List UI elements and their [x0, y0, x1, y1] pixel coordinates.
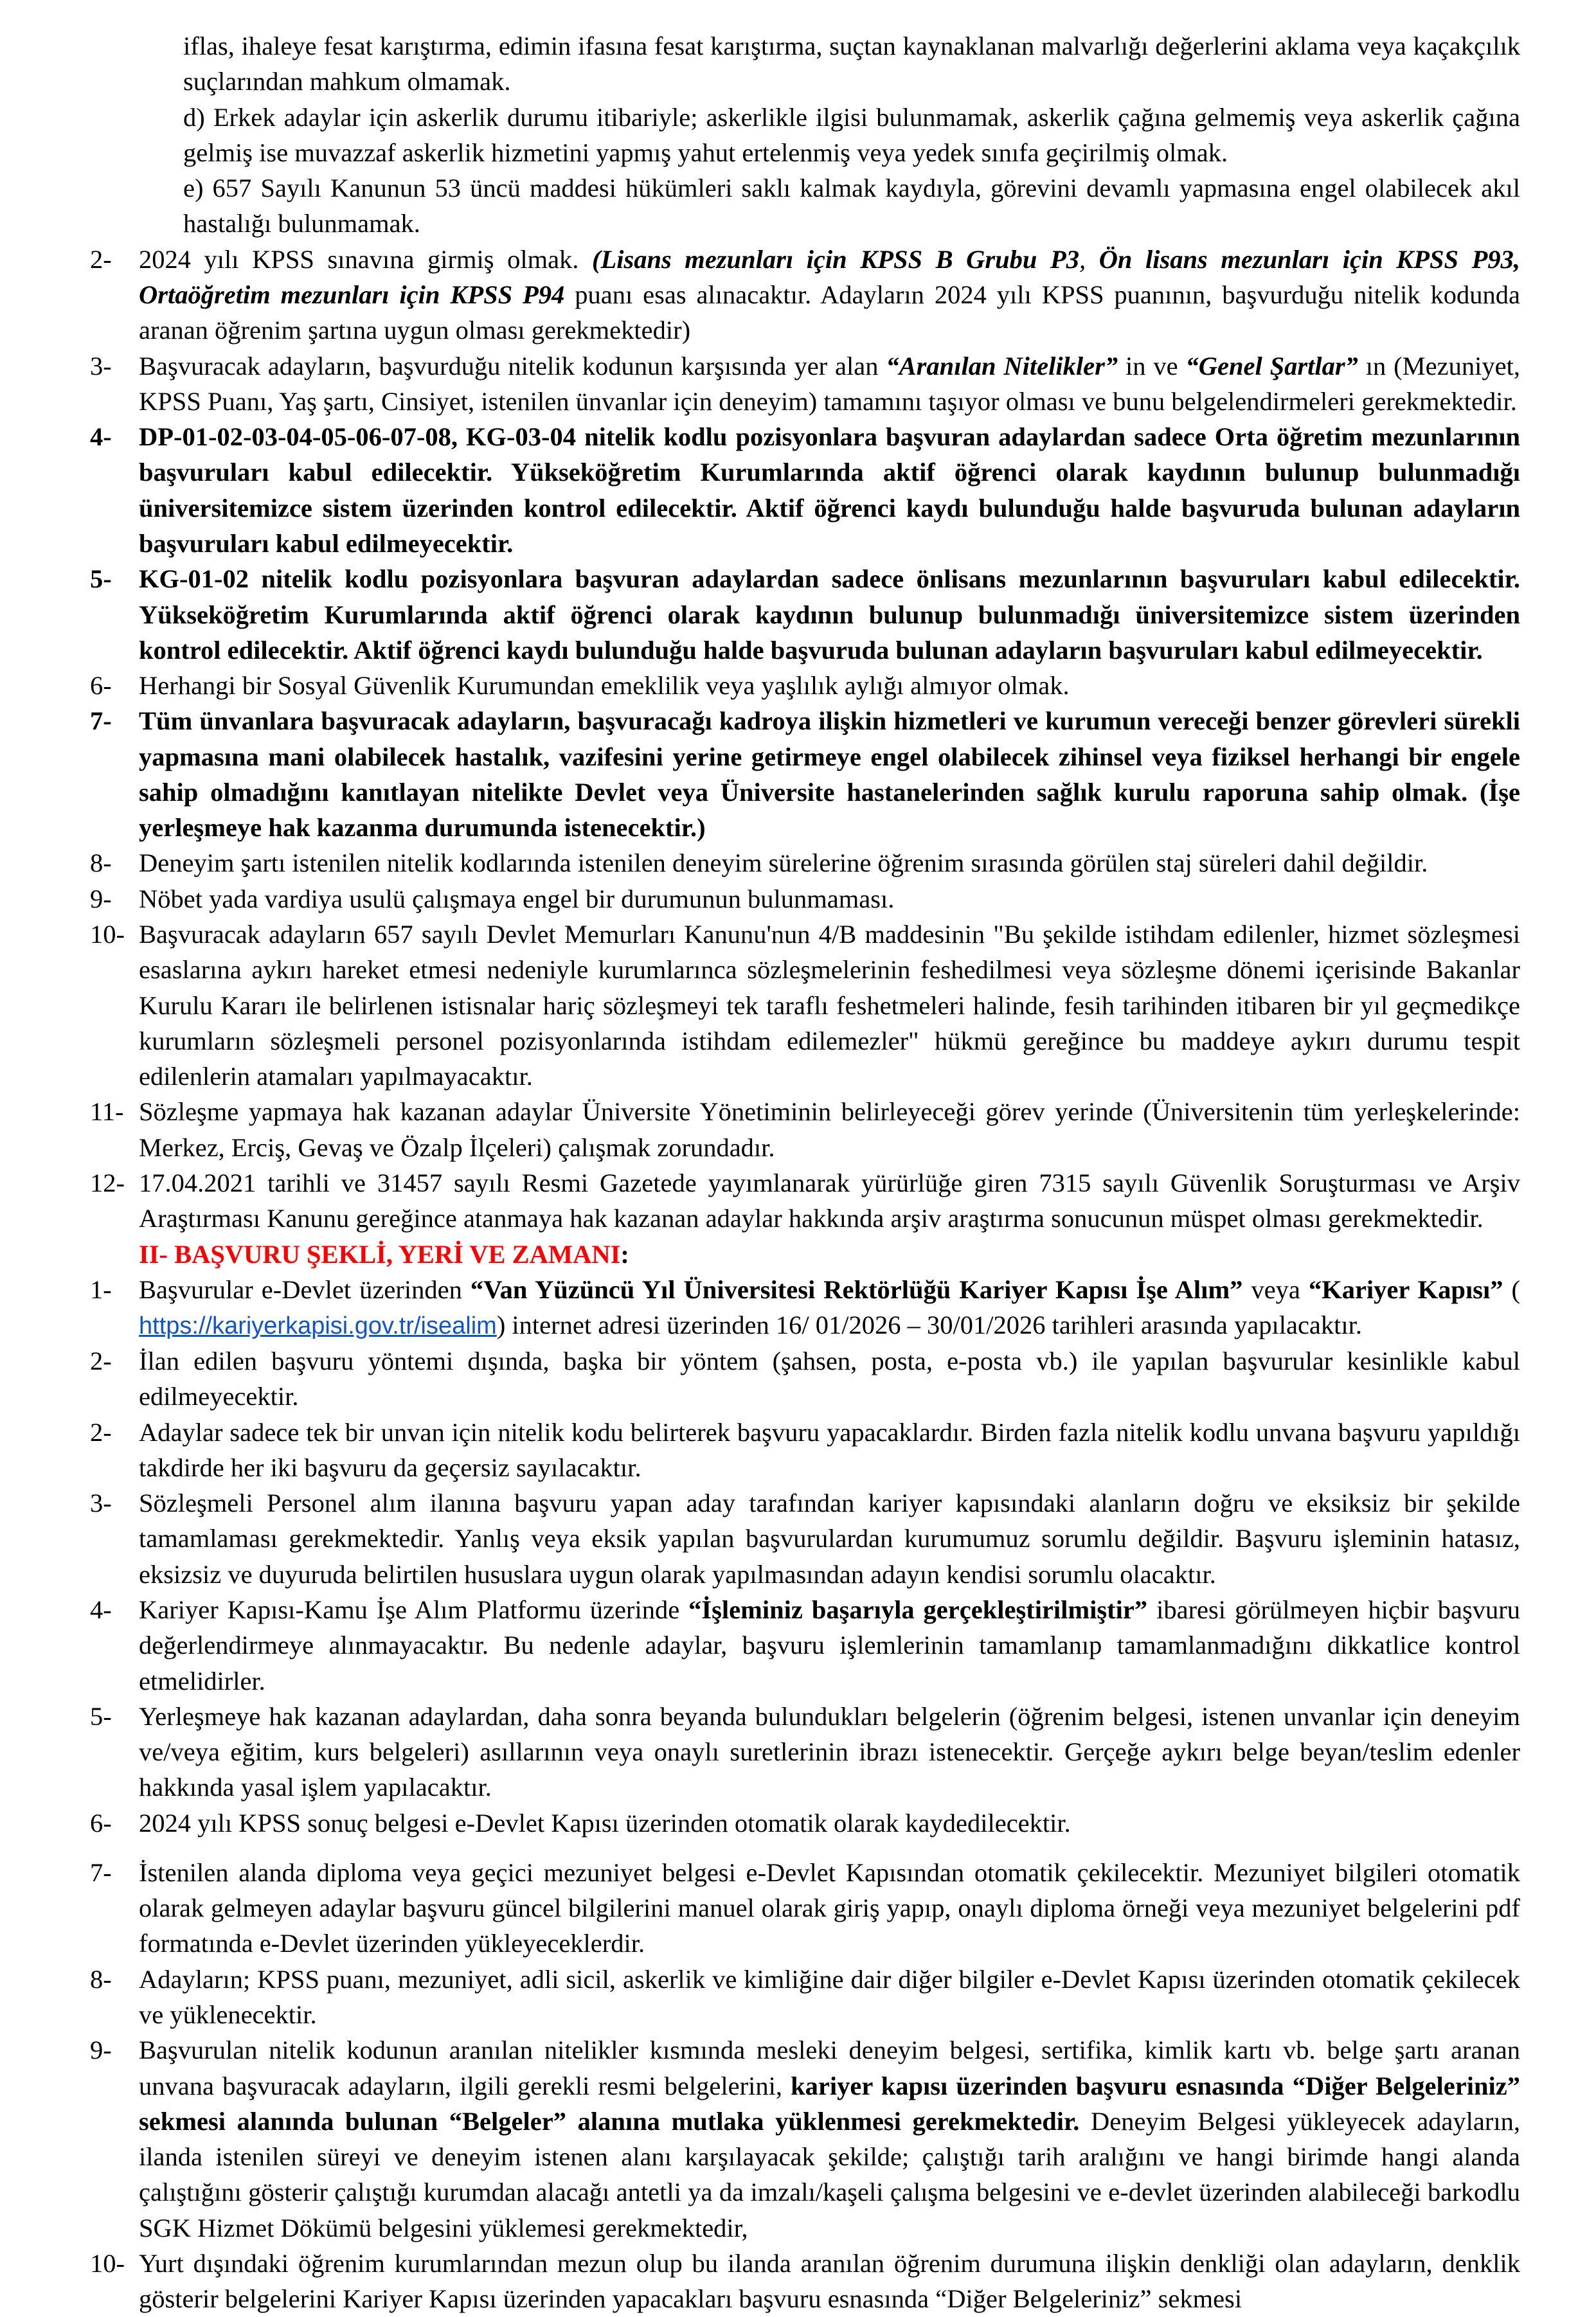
paragraph-continuation-c: iflas, ihaleye fesat karıştırma, edimin ifasına fesat karıştırma, suçtan kaynaklanan malvarlığı değerlerini aklama veya kaçakçılık suçlarından mahkum olmamak. — [183, 31, 1520, 96]
list-item-text: Yerleşmeye hak kazanan adaylardan, daha sonra beyanda bulundukları belgelerin (öğrenim belgesi, istenen unvanlar için deneyim ve/veya eğitim, kurs belgeleri) asıllarının veya onaylı suretlerinin ibrazı istenecektir. Gerçeğe aykırı belge beyan/teslim edenler hakkında yasal işlem yapılacaktır. — [139, 1701, 1520, 1802]
list-marker: 9- — [90, 884, 112, 913]
list-marker: 2- — [90, 244, 112, 274]
text-run-italic: , — [1079, 244, 1099, 274]
list-item — [90, 845, 1520, 881]
text-run: Başvuracak adayların, başvurduğu nitelik kodunun karşısında yer alan — [139, 351, 886, 380]
list-item-text: Herhangi bir Sosyal Güvenlik Kurumundan emeklilik veya yaşlılık aylığı almıyor olmak. — [139, 671, 1070, 701]
list-item — [90, 1855, 1520, 1962]
list-marker: 3- — [90, 1489, 112, 1518]
list-item — [90, 348, 1520, 420]
list-marker: 2- — [90, 1346, 112, 1375]
list-item-text: KG-01-02 nitelik kodlu pozisyonlara başvuran adaylardan sadece önlisans mezunlarının başvuruları kabul edilecektir. Yükseköğretim Kurumlarında aktif öğrenci olarak kaydının bulunup bulunmadığı üniversitemizce sistem üzerinden kontrol edilecektir. Aktif öğrenci kaydı bulunduğu halde başvuruda bulunan adayların başvuruları kabul edilmeyecektir. — [139, 564, 1520, 665]
list-item-text — [139, 2032, 1520, 2246]
list-item — [90, 1485, 1520, 1592]
text-run: ibaresi görülmeyen hiçbir başvuru değerlendirmeye alınmayacaktır. Bu nedenle adaylar, başvuru işlemlerinin tamamlanıp tamamlanmadığını dikkatlice kontrol etmelidirler. — [139, 1595, 1520, 1695]
list-marker: 9- — [90, 2035, 112, 2065]
text-run: Başvurulan nitelik kodunun aranılan nitelikler kısmında mesleki deneyim belgesi, sertifika, kimlik kartı vb. belge şartı aranan unvana başvuracak adayların, ilgili gerekli resmi belgelerini, — [139, 2035, 1520, 2100]
list-marker: 12- — [90, 1168, 125, 1197]
text-run-bold: kariyer kapısı üzerinden başvuru esnasında “Diğer Belgeleriniz” sekmesi alanında bulunan “Belgeler” alanına mutlaka yüklenmesi gerekmektedir. — [139, 2071, 1520, 2136]
section-heading-colon: : — [620, 1239, 629, 1269]
paragraph-item-d: d) Erkek adaylar için askerlik durumu itibariyle; askerlikle ilgisi bulunmamak, askerlik çağına gelmemiş veya askerlik çağına gelmiş ise muvazzaf askerlik hizmetini yapmış yahut ertelenmiş veya yedek sınıfa geçirilmiş olmak. — [183, 102, 1520, 167]
list-item — [90, 1962, 1520, 2033]
list-marker: 5- — [90, 1701, 112, 1731]
text-run: ( — [1503, 1275, 1520, 1304]
list-marker: 5- — [90, 564, 112, 594]
text-run-bold: “Van Yüzüncü Yıl Üniversitesi Rektörlüğü Kariyer Kapısı İşe Alım” — [470, 1275, 1243, 1304]
list-item — [90, 1343, 1520, 1415]
list-item-text: İstenilen alanda diploma veya geçici mezuniyet belgesi e-Devlet Kapısından otomatik çekilecektir. Mezuniyet bilgileri otomatik olarak gelmeyen adaylar başvuru güncel bilgilerini manuel olarak giriş yapıp, onaylı diploma örneği veya mezuniyet belgelerini pdf formatında e-Devlet üzerinden yükleyeceklerdir. — [139, 1857, 1520, 1958]
list-marker: 3- — [90, 351, 112, 380]
list-item — [90, 1165, 1520, 1237]
list-item-text: DP-01-02-03-04-05-06-07-08, KG-03-04 nitelik kodlu pozisyonlara başvuran adaylardan sadece Orta öğretim mezunlarının başvuruları kabul edilecektir. Yükseköğretim Kurumlarında aktif öğrenci olarak kaydının bulunup bulunmadığı üniversitemizce sistem üzerinden kontrol edilecektir. Aktif öğrenci kaydı bulunduğu halde başvuruda bulunan adayların başvuruları kabul edilmeyecektir. — [139, 422, 1520, 558]
list-item — [90, 703, 1520, 845]
list-marker: 7- — [90, 706, 112, 736]
text-run: ) internet adresi üzerinden 16/ 01/2026 – 30/01/2026 tarihleri arasında yapılacaktır. — [496, 1311, 1363, 1340]
text-run-bold-italic: “Aranılan Nitelikler” — [886, 351, 1118, 380]
list-marker: 6- — [90, 1808, 112, 1838]
list-marker: 8- — [90, 848, 112, 878]
list-item — [90, 2246, 1520, 2317]
list-marker: 1- — [90, 1275, 112, 1304]
list-item-text: İlan edilen başvuru yöntemi dışında, başka bir yöntem (şahsen, posta, e-posta vb.) ile yapılan başvurular kesinlikle kabul edilmeyecektir. — [139, 1346, 1520, 1411]
list-item-text: 2024 yılı KPSS sonuç belgesi e-Devlet Kapısı üzerinden otomatik olarak kaydedilecektir. — [139, 1808, 1071, 1838]
list-item — [90, 242, 1520, 348]
list-marker: 4- — [90, 1595, 112, 1624]
application-procedure-list — [90, 1272, 1520, 2317]
text-run: Kariyer Kapısı-Kamu İşe Alım Platformu üzerinde — [139, 1595, 689, 1624]
list-item — [90, 1592, 1520, 1699]
text-run-bold-italic: Ön lisans mezunları için KPSS P93, Ortaöğretim mezunları için KPSS P94 — [139, 244, 1521, 309]
section-heading-basvuru — [90, 1237, 1520, 1272]
list-item-text: Adaylar sadece tek bir unvan için nitelik kodu belirterek başvuru yapacaklardır. Birden fazla nitelik kodlu unvana başvuru yapıldığı takdirde her iki başvuru da geçersiz sayılacaktır. — [139, 1417, 1520, 1482]
list-item-text: Sözleşme yapmaya hak kazanan adaylar Üniversite Yönetiminin belirleyeceği görev yerinde (Üniversitenin tüm yerleşkelerinde: Merkez, Erciş, Gevaş ve Özalp İlçeleri) çalışmak zorundadır. — [139, 1097, 1520, 1162]
document-body — [90, 28, 1520, 2317]
list-item — [90, 419, 1520, 561]
spacer-row — [90, 1841, 1520, 1855]
list-item — [90, 917, 1520, 1094]
list-marker: 2- — [90, 1417, 112, 1447]
list-item-text — [139, 1592, 1520, 1699]
text-run-bold: “İşleminiz başarıyla gerçekleştirilmiştir” — [688, 1595, 1148, 1624]
list-marker: 7- — [90, 1857, 112, 1887]
list-item — [90, 668, 1520, 703]
list-item-text — [139, 242, 1520, 348]
list-item-text: Yurt dışındaki öğrenim kurumlarından mezun olup bu ilanda aranılan öğrenim durumuna ilişkin denkliği olan adayların, denklik gösterir belgelerini Kariyer Kapısı üzerinden yapacakları başvuru esnasında “Diğer Belgeleriniz” sekmesi — [139, 2249, 1520, 2314]
list-item — [90, 881, 1520, 917]
top-paragraphs-block — [90, 28, 1520, 242]
list-item-text — [139, 1272, 1520, 1343]
list-marker: 10- — [90, 2249, 125, 2278]
list-item — [90, 1415, 1520, 1486]
list-item-text: Adayların; KPSS puanı, mezuniyet, adli sicil, askerlik ve kimliğine dair diğer bilgiler e-Devlet Kapısı üzerinden otomatik çekilecek ve yüklenecektir. — [139, 1964, 1520, 2030]
list-item — [90, 561, 1520, 668]
list-item — [90, 1272, 1520, 1343]
paragraph-item-e: e) 657 Sayılı Kanunun 53 üncü maddesi hükümleri saklı kalmak kaydıyla, görevini devamlı yapmasına engel olabilecek akıl hastalığı bulunmamak. — [183, 174, 1520, 238]
list-marker: 11- — [90, 1097, 124, 1127]
list-marker: 10- — [90, 920, 125, 949]
text-run-bold-italic: “Genel Şartlar” — [1185, 351, 1358, 380]
text-run: puanı esas alınacaktır. Adayların 2024 yılı KPSS puanının, başvurduğu nitelik kodunda aranan öğrenim şartına uygun olması gerekmektedir) — [139, 280, 1520, 345]
list-item-text — [139, 348, 1520, 420]
list-item — [90, 1699, 1520, 1805]
list-item-text: Nöbet yada vardiya usulü çalışmaya engel bir durumunun bulunmaması. — [139, 884, 895, 913]
list-item — [90, 2032, 1520, 2246]
text-run-bold: “Kariyer Kapısı” — [1308, 1275, 1503, 1304]
list-marker: 4- — [90, 422, 112, 452]
section-heading-title: II- BAŞVURU ŞEKLİ, YERİ VE ZAMANI — [139, 1239, 621, 1269]
text-run-bold-italic: (Lisans mezunları için KPSS B Grubu P3 — [591, 244, 1079, 274]
list-item-text: Başvuracak adayların 657 sayılı Devlet Memurları Kanunu'nun 4/B maddesinin "Bu şekilde istihdam edilenler, hizmet sözleşmesi esaslarına aykırı hareket etmesi nedeniyle kurumlarınca sözleşmelerinin feshedilmesi veya sözleşme dönemi içerisinde Bakanlar Kurulu Kararı ile belirlenen istisnalar hariç sözleşmeyi tek taraflı feshetmeleri halinde, fesih tarihinden itibaren bir yıl geçmedikçe kurumların sözleşmeli personel pozisyonlarında istihdam edilemezler" hükmü gereğince bu maddeye aykırı durumu tespit edilenlerin atamaları yapılmayacaktır. — [139, 920, 1520, 1091]
list-item-text: Sözleşmeli Personel alım ilanına başvuru yapan aday tarafından kariyer kapısındaki alanların doğru ve eksiksiz bir şekilde tamamlaması gerekmektedir. Yanlış veya eksik yapılan başvurulardan kurumumuz sorumlu değildir. Başvuru işleminin hatasız, eksizsiz ve duyuruda belirtilen hususlara uygun olarak yapılmasından adayın kendisi sorumlu olacaktır. — [139, 1489, 1520, 1589]
text-run: 2024 yılı KPSS sınavına girmiş olmak. — [139, 244, 592, 274]
text-run: Başvurular e-Devlet üzerinden — [139, 1275, 471, 1304]
text-run: Deneyim Belgesi yükleyecek adayların, ilanda istenilen süreyi ve deneyim istenen alanı karşılayacak şekilde; çalıştığı tarih aralığını ve hangi birimde hangi alanda çalıştığını gösterir çalıştığı kurumdan alacağı antetli ya da imzalı/kaşeli çalışma belgesini ve e-devlet üzerinden alabileceği barkodlu SGK Hizmet Dökümü belgesini yüklemesi gerekmektedir, — [139, 2106, 1520, 2242]
list-item — [90, 1094, 1520, 1165]
list-marker: 6- — [90, 671, 112, 701]
text-run: in ve — [1118, 351, 1186, 380]
list-item-text: Tüm ünvanlara başvuracak adayların, başvuracağı kadroya ilişkin hizmetleri ve kurumun vereceği benzer görevleri sürekli yapmasına mani olabilecek hastalık, vazifesini yerine getirmeye engel olabilecek zihinsel veya fiziksel herhangi bir engele sahip olmadığını kanıtlayan nitelikte Devlet veya Üniversite hastanelerinden sağlık kurulu raporuna sahip olmak. (İşe yerleşmeye hak kazanma durumunda istenecektir.) — [139, 706, 1520, 843]
list-item-text: 17.04.2021 tarihli ve 31457 sayılı Resmi Gazetede yayımlanarak yürürlüğe giren 7315 sayılı Güvenlik Soruşturması ve Arşiv Araştırması Kanunu gereğince atanmaya hak kazanan adaylar hakkında arşiv araştırma sonucunun müspet olması gerekmektedir. — [139, 1168, 1520, 1233]
text-run: ın (Mezuniyet, KPSS Puanı, Yaş şartı, Cinsiyet, istenilen ünvanlar için deneyim) tamamını taşıyor olması ve bunu belgelendirmeleri gerekmektedir. — [139, 351, 1520, 416]
kariyer-kapisi-link[interactable]: https://kariyerkapisi.gov.tr/isealim — [139, 1312, 497, 1340]
list-item-text: Deneyim şartı istenilen nitelik kodlarında istenilen deneyim sürelerine öğrenim sırasında görülen staj süreleri dahil değildir. — [139, 848, 1428, 878]
list-marker: 8- — [90, 1964, 112, 1994]
text-run: veya — [1242, 1275, 1309, 1304]
list-item — [90, 1805, 1520, 1841]
general-conditions-list — [90, 242, 1520, 1237]
